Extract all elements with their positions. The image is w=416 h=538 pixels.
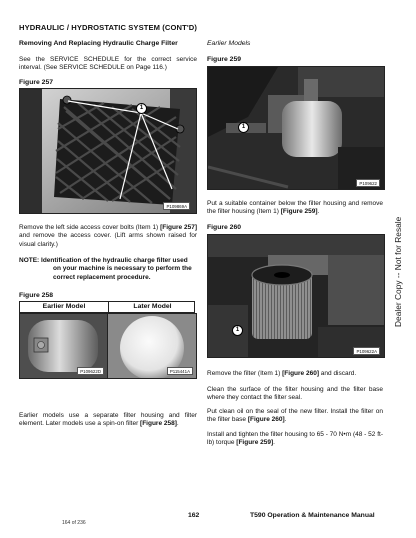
remove-cover-figure-ref: [Figure 257]	[160, 224, 197, 231]
container-paragraph	[207, 200, 383, 217]
later-model-header: Later Model	[133, 303, 172, 310]
figure-257-photo	[19, 88, 197, 214]
container-text-end: .	[317, 208, 320, 216]
figure-258-earlier-photo	[19, 313, 107, 379]
install-paragraph	[207, 431, 383, 448]
clean-oil-text-end: .	[284, 416, 287, 424]
figure-259-photo-id: P109622	[356, 179, 380, 187]
note-text: NOTE: Identification of the hydraulic charge filter used on your machine is necessary to perform the correct replacement procedure.	[19, 257, 192, 281]
models-text-end: .	[176, 420, 179, 428]
clean-surface-paragraph: Clean the surface of the filter housing and the filter base where they contact the filter seal.	[207, 386, 383, 402]
remove-cover-text-2: and remove the access cover. (Lift arms shown raised for visual clarity.)	[19, 232, 197, 248]
figure-260-photo-id: P109622A	[353, 347, 380, 355]
install-text-end: .	[273, 439, 275, 447]
page-header-title: HYDRAULIC / HYDROSTATIC SYSTEM (CONT'D)	[19, 23, 197, 32]
figure-258-later-photo-id: P115441A	[167, 367, 193, 375]
remove-filter-paragraph	[207, 370, 383, 378]
models-text: Earlier models use a separate filter housing and filter element. Later models use a spin-on filter	[19, 412, 197, 428]
figure-260-callout: 1	[232, 325, 243, 336]
container-text: Put a suitable container below the filter housing and remove the filter housing (Item 1)	[207, 200, 383, 216]
earlier-model-header: Earlier Model	[42, 303, 86, 310]
note-paragraph	[19, 257, 197, 282]
remove-cover-paragraph	[19, 224, 197, 249]
figure-258-label: Figure 258	[19, 292, 53, 299]
figure-259-photo	[207, 66, 385, 190]
container-figure-ref: [Figure 259]	[280, 208, 318, 216]
pdf-page-indicator: 164 of 236	[62, 520, 86, 526]
figure-257-callout: 1	[136, 103, 147, 114]
remove-cover-text: Remove the left side access cover bolts (Item 1)	[19, 224, 161, 231]
figure-259-callout: 1	[238, 122, 249, 133]
earlier-models-heading: Earlier Models	[207, 40, 251, 47]
filter-element-illustration	[208, 235, 384, 357]
section-title: Removing And Replacing Hydraulic Charge Filter	[19, 40, 178, 47]
models-figure-ref: [Figure 258]	[140, 420, 177, 428]
clean-oil-text: Put clean oil on the seal of the new filter. Install the filter on the filter base	[207, 408, 383, 424]
access-cover-illustration	[20, 89, 196, 213]
figure-259-label: Figure 259	[207, 56, 241, 63]
intro-paragraph: See the SERVICE SCHEDULE for the correct service interval. (See SERVICE SCHEDULE on Page 116.)	[19, 56, 197, 72]
figure-257-photo-id: P109869A	[163, 202, 190, 210]
figure-258-later-photo	[107, 313, 197, 379]
figure-260-photo	[207, 234, 385, 358]
remove-filter-text-end: and discard.	[318, 370, 357, 377]
dealer-copy-sidebar: Dealer Copy -- Not for Resale	[393, 216, 403, 327]
install-figure-ref: [Figure 259]	[236, 439, 274, 447]
page-number: 162	[188, 512, 200, 519]
install-text: Install and tighten the filter housing to 65 - 70 N•m (48 - 52 ft-lb) torque	[207, 431, 383, 447]
remove-filter-text: Remove the filter (Item 1)	[207, 370, 283, 377]
figure-260-label: Figure 260	[207, 224, 241, 231]
figure-257-label: Figure 257	[19, 79, 53, 86]
figure-258-header	[19, 301, 195, 313]
clean-oil-paragraph	[207, 408, 383, 425]
remove-filter-figure-ref: [Figure 260]	[282, 370, 319, 377]
models-paragraph	[19, 412, 197, 429]
figure-258-earlier-photo-id: P109622D	[77, 367, 104, 375]
manual-title: T590 Operation & Maintenance Manual	[250, 512, 375, 519]
clean-oil-figure-ref: [Figure 260]	[247, 416, 285, 424]
filter-housing-illustration	[208, 67, 384, 189]
